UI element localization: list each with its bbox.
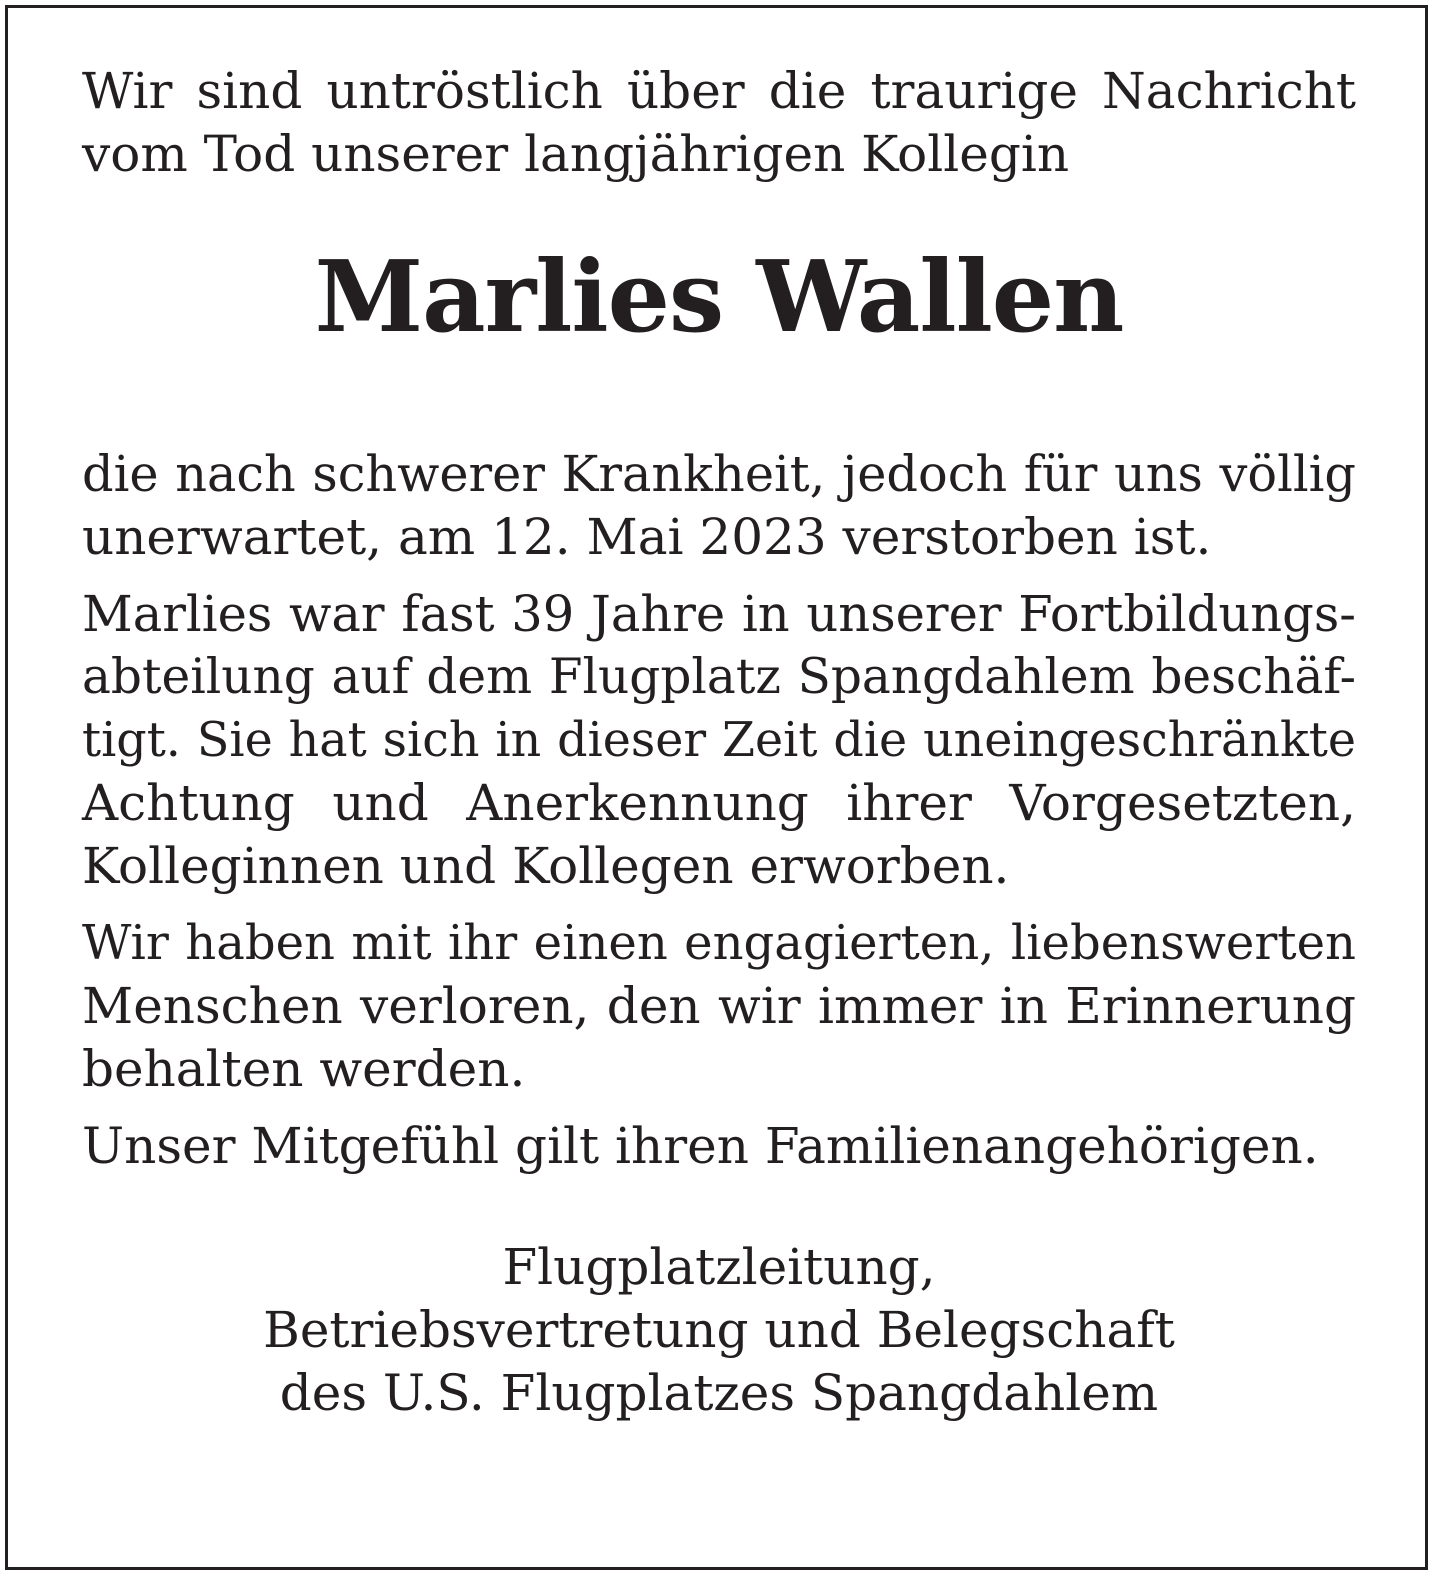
paragraph2-line-4: Achtung und Anerkennung ihrer Vorgesetzten, (82, 774, 1356, 832)
paragraph4-line-1: Unser Mitgefühl gilt ihren Familienangehörigen. (82, 1117, 1319, 1175)
intro-text (82, 60, 1356, 186)
obituary-content (82, 60, 1356, 1425)
signature-block (82, 1236, 1356, 1425)
signature-line-3: des U.S. Flugplatzes Spangdahlem (279, 1364, 1159, 1422)
paragraph2-line-2: abteilung auf dem Flugplatz Spangdahlem beschäf- (82, 649, 1356, 705)
signature-line-1: Flugplatzleitung, (502, 1238, 936, 1296)
paragraph3-line-1: Wir haben mit ihr einen engagierten, liebenswerten (82, 915, 1356, 971)
paragraph3-line-2: Menschen verloren, den wir immer in Erinnerung (82, 977, 1356, 1035)
signature-line-2: Betriebsvertretung und Belegschaft (263, 1301, 1175, 1359)
paragraph-remembrance (82, 912, 1356, 1101)
paragraph2-line-1: Marlies war fast 39 Jahre in unserer Fortbildungs- (82, 585, 1356, 643)
paragraph-career (82, 583, 1356, 898)
obituary-frame (5, 5, 1428, 1570)
paragraph-condolence (82, 1115, 1356, 1178)
paragraph2-line-5: Kolleginnen und Kollegen erworben. (82, 837, 1010, 895)
intro-line-1: Wir sind untröstlich über die traurige Nachricht (82, 62, 1356, 120)
paragraph-death-notice (82, 443, 1356, 569)
paragraph2-line-3: tigt. Sie hat sich in dieser Zeit die uneingeschränkte (82, 713, 1356, 768)
paragraph1-line-1: die nach schwerer Krankheit, jedoch für uns völlig (82, 445, 1356, 503)
deceased-name: Marlies Wallen (314, 240, 1124, 355)
paragraph3-line-3: behalten werden. (82, 1040, 526, 1098)
intro-line-2: vom Tod unserer langjährigen Kollegin (82, 125, 1070, 183)
paragraph1-line-2: unerwartet, am 12. Mai 2023 verstorben ist. (82, 508, 1212, 566)
